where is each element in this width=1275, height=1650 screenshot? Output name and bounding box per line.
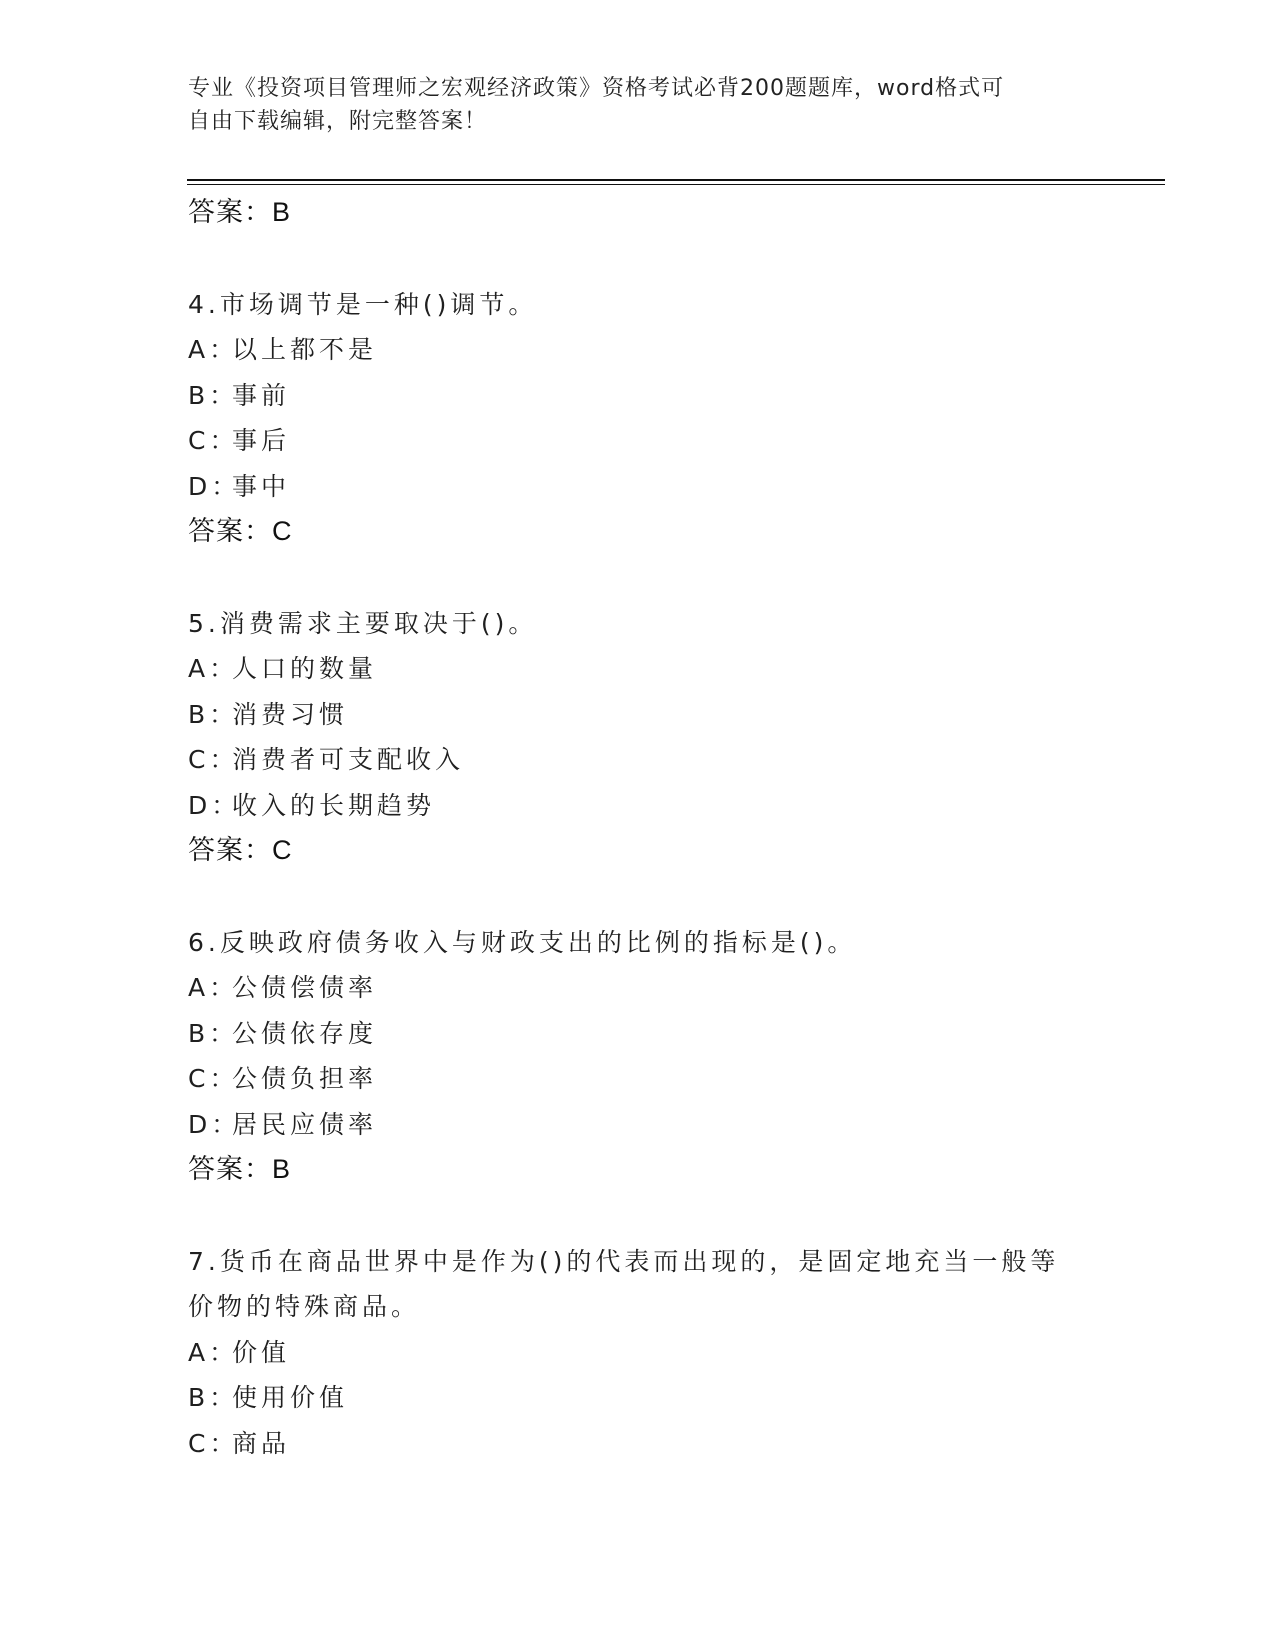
option-text: 事后 bbox=[232, 426, 291, 455]
option-c bbox=[188, 1056, 1138, 1102]
option-a bbox=[188, 646, 1138, 692]
question-stem-line-2: 价物的特殊商品。 bbox=[188, 1292, 421, 1321]
option-text: 公债负担率 bbox=[232, 1064, 378, 1093]
option-c bbox=[188, 418, 1138, 464]
option-text: 消费者可支配收入 bbox=[232, 745, 465, 774]
option-letter: C： bbox=[188, 1428, 239, 1458]
question-4 bbox=[188, 282, 1138, 555]
option-a bbox=[188, 327, 1138, 373]
option-letter: C： bbox=[188, 1064, 239, 1093]
option-text: 消费习惯 bbox=[232, 699, 349, 729]
option-text: 事前 bbox=[232, 380, 291, 410]
option-letter: D： bbox=[188, 1109, 241, 1139]
option-letter: D： bbox=[188, 471, 241, 501]
option-c bbox=[188, 737, 1138, 783]
option-text: 价值 bbox=[232, 1337, 291, 1367]
option-b bbox=[188, 373, 1138, 419]
answer: 答案：C bbox=[188, 835, 293, 865]
option-letter: D： bbox=[188, 790, 241, 820]
option-letter: B： bbox=[188, 1383, 239, 1412]
option-text: 使用价值 bbox=[232, 1383, 349, 1412]
option-letter: A： bbox=[188, 973, 239, 1002]
answer: 答案：B bbox=[188, 1154, 292, 1184]
option-letter: B： bbox=[188, 380, 239, 410]
document-header bbox=[188, 72, 1068, 138]
option-a bbox=[188, 1330, 1138, 1376]
option-b bbox=[188, 692, 1138, 738]
header-divider-thick bbox=[187, 179, 1165, 181]
question-5 bbox=[188, 601, 1138, 874]
option-text: 公债偿债率 bbox=[232, 973, 378, 1002]
header-line-2: 自由下载编辑，附完整答案！ bbox=[188, 109, 488, 134]
question-stem-line-1: 7.货币在商品世界中是作为()的代表而出现的，是固定地充当一般等 bbox=[188, 1246, 1060, 1276]
question-6 bbox=[188, 920, 1138, 1193]
question-stem bbox=[188, 1239, 1068, 1330]
answer: 答案：C bbox=[188, 516, 293, 546]
option-text: 收入的长期趋势 bbox=[232, 790, 436, 820]
question-list bbox=[188, 190, 1138, 1466]
option-text: 以上都不是 bbox=[232, 335, 378, 364]
option-text: 事中 bbox=[232, 471, 291, 501]
question-7 bbox=[188, 1239, 1138, 1467]
option-letter: A： bbox=[188, 654, 239, 683]
previous-answer: 答案：B bbox=[188, 197, 292, 227]
option-letter: B： bbox=[188, 699, 239, 729]
option-b bbox=[188, 1011, 1138, 1057]
option-letter: A： bbox=[188, 335, 239, 364]
option-b bbox=[188, 1375, 1138, 1421]
question-stem: 6.反映政府债务收入与财政支出的比例的指标是()。 bbox=[188, 927, 857, 957]
option-d bbox=[188, 783, 1138, 829]
option-text: 商品 bbox=[232, 1428, 291, 1458]
option-letter: C： bbox=[188, 745, 239, 774]
option-c bbox=[188, 1421, 1138, 1467]
question-stem: 4.市场调节是一种()调节。 bbox=[188, 289, 538, 319]
option-text: 居民应债率 bbox=[232, 1109, 378, 1139]
option-letter: B： bbox=[188, 1018, 239, 1048]
option-d bbox=[188, 1102, 1138, 1148]
header-divider-thin bbox=[187, 184, 1165, 185]
option-a bbox=[188, 965, 1138, 1011]
option-text: 人口的数量 bbox=[232, 654, 378, 683]
header-line-1: 专业《投资项目管理师之宏观经济政策》资格考试必背200题题库，word格式可 bbox=[188, 76, 1005, 101]
option-d bbox=[188, 464, 1138, 510]
option-text: 公债依存度 bbox=[232, 1018, 378, 1048]
option-letter: C： bbox=[188, 426, 239, 455]
option-letter: A： bbox=[188, 1337, 239, 1367]
question-stem: 5.消费需求主要取决于()。 bbox=[188, 608, 538, 638]
